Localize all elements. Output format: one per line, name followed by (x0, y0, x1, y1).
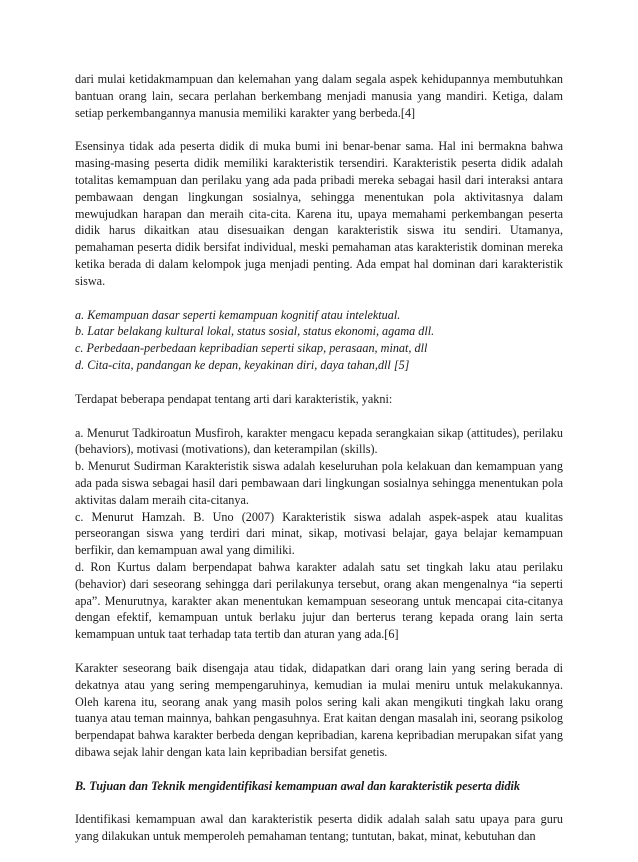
dominant-characteristics-list (75, 307, 563, 374)
paragraph-identifikasi: Identifikasi kemampuan awal dan karakteristik peserta didik adalah salah satu upaya para guru yang dilakukan untuk memperoleh pemahaman tentang; tuntutan, bakat, minat, kebutuhan dan (75, 812, 563, 844)
list-item: c. Perbedaan-perbedaan kepribadian seperti sikap, perasaan, minat, dll (75, 341, 428, 356)
paragraph-esensi-peserta-didik: Esensinya tidak ada peserta didik di muka bumi ini benar-benar sama. Hal ini bermakna bahwa masing-masing peserta didik memiliki karakteristik tersendiri. Karakteristik peserta didik adalah totalitas kemampuan dan perilaku yang ada pada pribadi mereka sebagai hasil dari interaksi antara pembawaan dengan lingkungan sosialnya, sehingga menentukan pola aktivitasnya dalam mewujudkan harapan dan meraih cita-cita. Karena itu, upaya memahami perkembangan peserta didik harus dikaitkan atau disesuaikan dengan karakteristik siswa itu sendiri. Utamanya, pemahaman peserta didik bersifat individual, meski pemahaman atas karakteristik dominan mereka ketika berada di dalam kelompok juga menjadi penting. Ada empat hal dominan dari karakteristik siswa. (75, 139, 563, 288)
list-item: d. Cita-cita, pandangan ke depan, keyakinan diri, daya tahan,dll [5] (75, 357, 410, 372)
opinion-item: a. Menurut Tadkiroatun Musfiroh, karakter mengacu kepada serangkaian sikap (attitudes), perilaku (behaviors), motivasi (motivations), dan keterampilan (skills). (75, 425, 563, 457)
opinion-item: c. Menurut Hamzah. B. Uno (2007) Karakteristik siswa adalah aspek-aspek atau kualitas perseorangan siswa yang terdiri dari minat, sikap, motivasi belajar, gaya belajar kemampuan berfikir, dan kemampuan awal yang dimiliki. (75, 509, 563, 558)
list-item: b. Latar belakang kultural lokal, status sosial, status ekonomi, agama dll. (75, 324, 435, 339)
list-item: a. Kemampuan dasar seperti kemampuan kognitif atau intelektual. (75, 307, 401, 322)
paragraph-karakter-seseorang: Karakter seseorang baik disengaja atau tidak, didapatkan dari orang lain yang sering berada di dekatnya atau yang sering mempengaruhinya, kemudian ia mulai meniru untuk melakukannya. Oleh karena itu, seorang anak yang masih polos sering kali akan mengikuti tingkah laku orang tuanya atau teman mainnya, bahkan pengasuhnya. Erat kaitan dengan masalah ini, seorang psikolog berpendapat bahwa karakter berbeda dengan kepribadian, karena kepribadian merupakan sifat yang dibawa sejak lahir dengan kata lain kepribadian bersifat genetis. (75, 660, 563, 759)
opinion-item: b. Menurut Sudirman Karakteristik siswa adalah keseluruhan pola kelakuan dan kemampuan yang ada pada siswa sebagai hasil dari pembawaan dari lingkungan sosialnya sehingga menentukan pola aktivitas dalam meraih cita-citanya. (75, 459, 563, 507)
paragraph-karakter-manusia: dari mulai ketidakmampuan dan kelemahan yang dalam segala aspek kehidupannya membutuhkan bantuan orang lain, secara perlahan berkembang menjadi manusia yang mandiri. Ketiga, dalam setiap perkembangannya manusia memiliki karakter yang berbeda.[4] (75, 72, 563, 120)
opinion-item: d. Ron Kurtus dalam berpendapat bahwa karakter adalah satu set tingkah laku atau perilaku (behavior) dari seseorang sehingga dari perilakunya tersebut, orang akan mengenalnya “ia seperti apa”. Menurutnya, karakter akan menentukan kemampuan seseorang untuk mencapai cita-citanya dengan efektif, kemampuan untuk berlaku jujur dan berterus terang kepada orang lain serta kemampuan untuk taat terhadap tata tertib dan aturan yang ada.[6] (75, 559, 563, 642)
document-body (75, 71, 563, 862)
paragraph-intro-pendapat: Terdapat beberapa pendapat tentang arti dari karakteristik, yakni: (75, 391, 393, 406)
opinions-list (75, 425, 563, 643)
section-heading: B. Tujuan dan Teknik mengidentifikasi kemampuan awal dan karakteristik peserta didik (75, 778, 521, 793)
